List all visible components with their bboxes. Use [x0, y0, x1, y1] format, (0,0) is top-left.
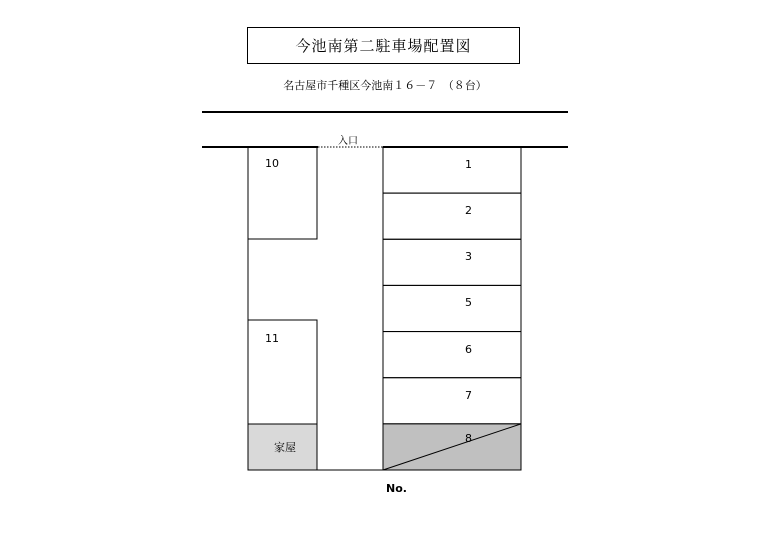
- space-label-2: 2: [465, 204, 472, 217]
- house-label: 家屋: [274, 441, 296, 454]
- parking-space-5: [383, 285, 521, 331]
- space-label-8: 8: [465, 432, 472, 445]
- page-title-text: 今池南第二駐車場配置図: [295, 37, 472, 55]
- space-label-5: 5: [465, 296, 472, 309]
- right-parking-spaces: [383, 147, 521, 470]
- parking-space-2: [383, 193, 521, 239]
- space-label-10: 10: [265, 157, 279, 170]
- space-label-1: 1: [465, 158, 472, 171]
- parking-space-10: [248, 147, 317, 239]
- footer-label: No.: [386, 482, 407, 495]
- address-line: 名古屋市千種区今池南１６－７ （８台）: [283, 79, 487, 92]
- parking-space-3: [383, 239, 521, 285]
- entrance-label: 入口: [338, 136, 358, 147]
- parking-space-11: [248, 320, 317, 424]
- parking-space-1: [383, 147, 521, 193]
- space-label-3: 3: [465, 250, 472, 263]
- parking-space-6: [383, 332, 521, 378]
- space-label-11: 11: [265, 332, 279, 345]
- parking-space-7: [383, 378, 521, 424]
- space-label-6: 6: [465, 343, 472, 356]
- space-label-7: 7: [465, 389, 472, 402]
